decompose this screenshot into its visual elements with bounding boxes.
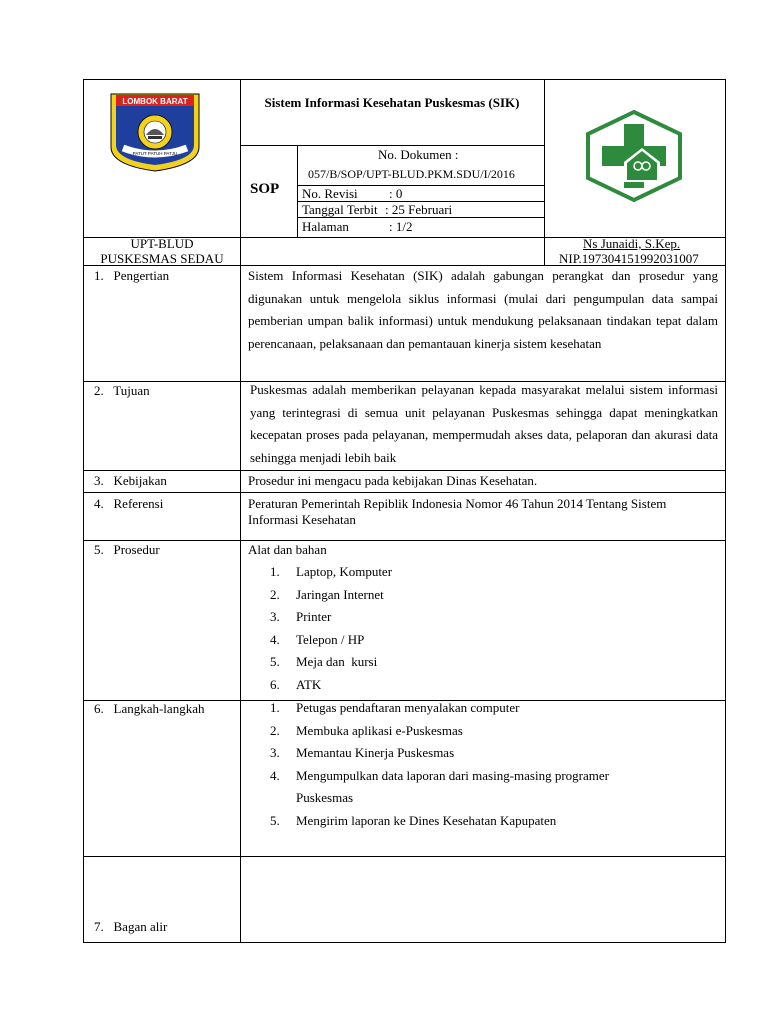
item-text: Jaringan Internet (296, 586, 384, 602)
item-number: 1. (270, 700, 280, 715)
section-label-tujuan: 2. Tujuan (94, 383, 150, 398)
list-item (270, 629, 392, 652)
item-number: 4. (270, 767, 280, 783)
publish-date-label: Tanggal Terbit (302, 202, 378, 217)
divider (83, 540, 726, 541)
item-text: Petugas pendaftaran menyalakan computer (296, 700, 520, 715)
section-text-tujuan: Puskesmas adalah memberikan pelayanan kepada masyarakat melalui sistem informasi yang terintegrasi di semua unit pelayanan Puskesmas sehingga dapat meningkatkan kecepatan proses pada pelayanan, mempermudah akses data, pelaporan dan akurasi data sehingga menjadi lebih baik (250, 382, 718, 465)
divider (83, 470, 726, 471)
section-label-pengertian: 1. Pengertian (94, 268, 170, 283)
section-intro-prosedur: Alat dan bahan (248, 542, 327, 557)
item-text: Meja dan kursi (296, 654, 378, 669)
divider (297, 145, 298, 237)
divider (240, 145, 544, 146)
section-text-referensi: Peraturan Pemerintah Repiblik Indonesia Nomor 46 Tahun 2014 Tentang Sistem Informasi Kesehatan (248, 496, 667, 527)
page-label: Halaman (302, 219, 349, 234)
list-item (270, 606, 392, 629)
emblem-motto-text: PATUT PATUH PATJU (132, 151, 178, 156)
item-number: 6. (270, 676, 280, 692)
item-text: Mengirim laporan ke Dines Kesehatan Kapupaten (296, 812, 557, 828)
item-text: Mengumpulkan data laporan dari masing-masing programer (296, 767, 609, 783)
list-item (270, 742, 609, 765)
item-text: Printer (296, 609, 332, 624)
list-item (270, 765, 609, 788)
document-title: Sistem Informasi Kesehatan Puskesmas (SIK) (264, 95, 520, 110)
list-item (270, 561, 392, 584)
tools-list (270, 561, 392, 696)
doc-number-value: 057/B/SOP/UPT-BLUD.PKM.SDU/I/2016 (308, 167, 515, 181)
item-text: Laptop, Komputer (296, 564, 393, 579)
sop-label: SOP (250, 181, 280, 197)
list-item (270, 674, 392, 697)
section-label-langkah: 6. Langkah-langkah (94, 701, 205, 716)
section-label-referensi: 4. Referensi (94, 496, 164, 511)
emblem-banner-text: LOMBOK BARAT (122, 97, 188, 106)
list-item (270, 787, 609, 810)
item-number: 5. (270, 812, 280, 828)
signer-name: Ns Junaidi, S.Kep. (583, 236, 681, 251)
section-label-bagan-alir: 7. Bagan alir (94, 919, 168, 934)
item-number: 2. (270, 586, 280, 602)
section-label-kebijakan: 3. Kebijakan (94, 473, 167, 488)
divider (83, 492, 726, 493)
list-item (270, 697, 609, 720)
list-item (270, 720, 609, 743)
section-text-kebijakan: Prosedur ini mengacu pada kebijakan Dinas Kesehatan. (248, 473, 538, 488)
page-value: : 1/2 (389, 219, 413, 234)
item-number: 2. (270, 722, 280, 738)
revision-label: No. Revisi (302, 186, 358, 201)
steps-list (270, 697, 609, 832)
revision-value: : 0 (389, 186, 403, 201)
list-item (270, 810, 609, 833)
section-text-pengertian: Sistem Informasi Kesehatan (SIK) adalah gabungan perangkat dan prosedur yang digunakan untuk mengelola siklus informasi (mulai dari pengumpulan data sampai pemberian umpan balik informasi) untuk mendukung pelaksanaan tindakan tepat dalam perencanaan, pelaksanaan dan pemantauan kinerja sistem kesehatan (248, 268, 718, 351)
lombok-barat-emblem (108, 92, 202, 172)
item-text: Telepon / HP (296, 631, 365, 647)
doc-number-label: No. Dokumen : (378, 147, 459, 162)
puskesmas-logo (584, 110, 684, 202)
divider (240, 79, 241, 943)
publish-date-value: : 25 Februari (385, 202, 453, 217)
item-number: 1. (270, 564, 280, 579)
item-number: 3. (270, 745, 280, 760)
item-text: Memantau Kinerja Puskesmas (296, 745, 455, 760)
section-label-prosedur: 5. Prosedur (94, 542, 160, 557)
list-item (270, 651, 392, 674)
org-name-line2: PUSKESMAS SEDAU (100, 251, 224, 266)
list-item (270, 584, 392, 607)
org-name-line1: UPT-BLUD (130, 236, 194, 251)
signer-nip: NIP.197304151992031007 (559, 251, 699, 266)
item-number: 5. (270, 654, 280, 669)
item-text: Membuka aplikasi e-Puskesmas (296, 722, 463, 738)
item-text: ATK (296, 676, 322, 692)
item-text: Puskesmas (296, 790, 354, 805)
divider (83, 856, 726, 857)
item-number: 3. (270, 609, 280, 624)
item-number: 4. (270, 631, 280, 647)
